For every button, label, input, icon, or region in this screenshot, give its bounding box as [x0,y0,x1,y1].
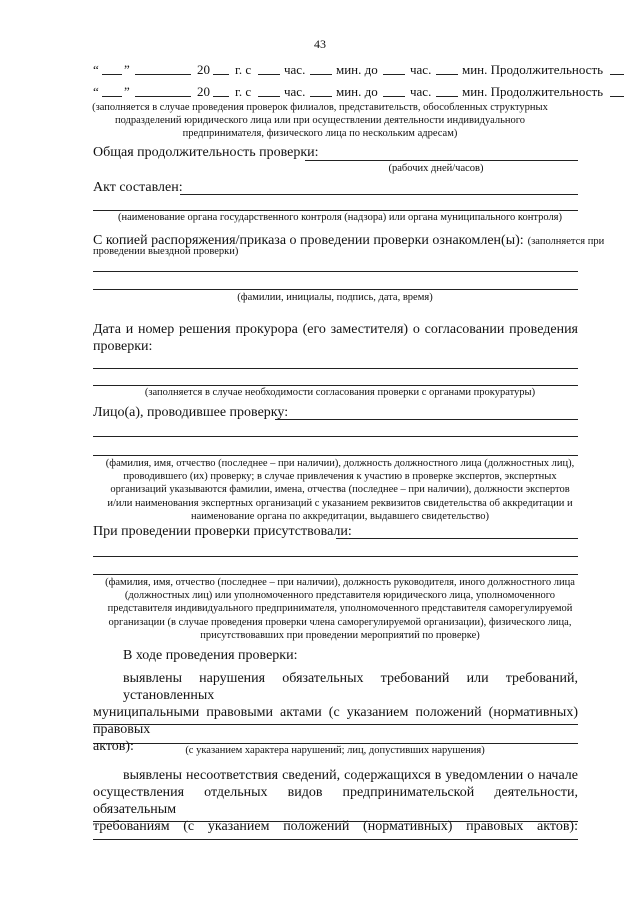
during-label: В ходе проведения проверки: [123,648,298,663]
hour-label: час. [284,84,306,99]
copy-field-1[interactable] [93,271,578,272]
page-number: 43 [314,37,326,51]
quote-open: “ [93,84,99,99]
min-to-label: мин. до [336,84,378,99]
total-duration-label: Общая продолжительность проверки: [93,145,319,160]
quote-close: ” [124,84,130,99]
act-field-1[interactable] [180,194,578,195]
prosecutor-label: Дата и номер решения прокурора (его заместителя) о согласовании проведения [93,322,578,337]
violations-note: (с указанием характера нарушений; лиц, допустивших нарушения) [185,745,485,756]
present-field-3[interactable] [93,574,578,575]
from-label: г. с [235,84,252,99]
violations-text: выявлены нарушения обязательных требований или требований, установленных муниципальными правовыми актами (с указанием положений (нормативных) правовых актов): [93,671,578,754]
present-field-1[interactable] [336,538,578,539]
prosecutor-label-2: проверки: [93,339,153,354]
from-label: г. с [235,62,252,77]
inspector-field-1[interactable] [275,419,578,420]
hour-label: час. [284,62,306,77]
present-field-2[interactable] [93,556,578,557]
prosecutor-field-1[interactable] [93,368,578,369]
mismatch-field-2[interactable] [93,839,578,840]
inspector-note: (фамилия, имя, отчество (последнее – при наличии), должность должностного лица (должностных лиц), проводившего (их) проверку; в случае привлечения к участию в проверке экспертов, экспертных организаций указываются фамилии, имена, отчества (последнее – при наличии), должности экспертов и/или наименования экспертных организаций с указанием реквизитов свидетельства об аккредитации и наименование органа по аккредитации, выдавшего свидетельство) [105,458,575,522]
quote-close: ” [124,62,130,77]
hour-label-2: час. [410,84,432,99]
inspector-label: Лицо(а), проводившее проверку: [93,405,289,420]
min-to-label: мин. до [336,62,378,77]
present-label: При проведении проверки присутствовали: [93,524,352,539]
min-duration-label: мин. Продолжительность [462,84,604,99]
violations-field-1[interactable] [93,724,578,725]
year-prefix: 20 [197,62,210,77]
min-duration-label: мин. Продолжительность [462,62,604,77]
copy-label: С копией распоряжения/приказа о проведении проверки ознакомлен(ы): (заполняется при [93,233,605,248]
copy-note: (фамилии, инициалы, подпись, дата, время) [237,292,433,303]
inspector-field-2[interactable] [93,436,578,437]
mismatch-text: выявлены несоответствия сведений, содержащихся в уведомлении о начале осуществления отдельных видов предпринимательской деятельности, обязательным требованиям (с указанием положений (нормативных) правовых актов): [93,768,578,834]
total-duration-field[interactable] [305,160,578,161]
total-duration-note: (рабочих дней/часов) [388,163,484,174]
mismatch-field-1[interactable] [93,821,578,822]
date-note: (заполняется в случае проведения проверок филиалов, представительств, обособленных структурных подразделений юридического лица или при осуществлении деятельности индивидуального предпринимателя, физического лица по нескольким адресам) [92,102,548,140]
quote-open: “ [93,62,99,77]
copy-field-2[interactable] [93,289,578,290]
year-prefix: 20 [197,84,210,99]
prosecutor-note: (заполняется в случае необходимости согласования проверки с органами прокуратуры) [144,387,536,398]
present-note: (фамилия, имя, отчество (последнее – при наличии), должность руководителя, иного должностного лица (должностных лиц) или уполномоченного представителя юридического лица, уполномоченного представителя индивидуального предпринимателя, уполномоченного представителя саморегулируемой организации (в случае проведения проверки члена саморегулируемой организации), физического лица, присутствовавших при проведении мероприятий по проверке) [105,577,575,641]
copy-label-small-2: проведении выездной проверки) [93,246,239,257]
act-note: (наименование органа государственного контроля (надзора) или органа муниципального контроля) [117,212,563,223]
hour-label-2: час. [410,62,432,77]
act-label: Акт составлен: [93,180,183,195]
inspector-field-3[interactable] [93,455,578,456]
